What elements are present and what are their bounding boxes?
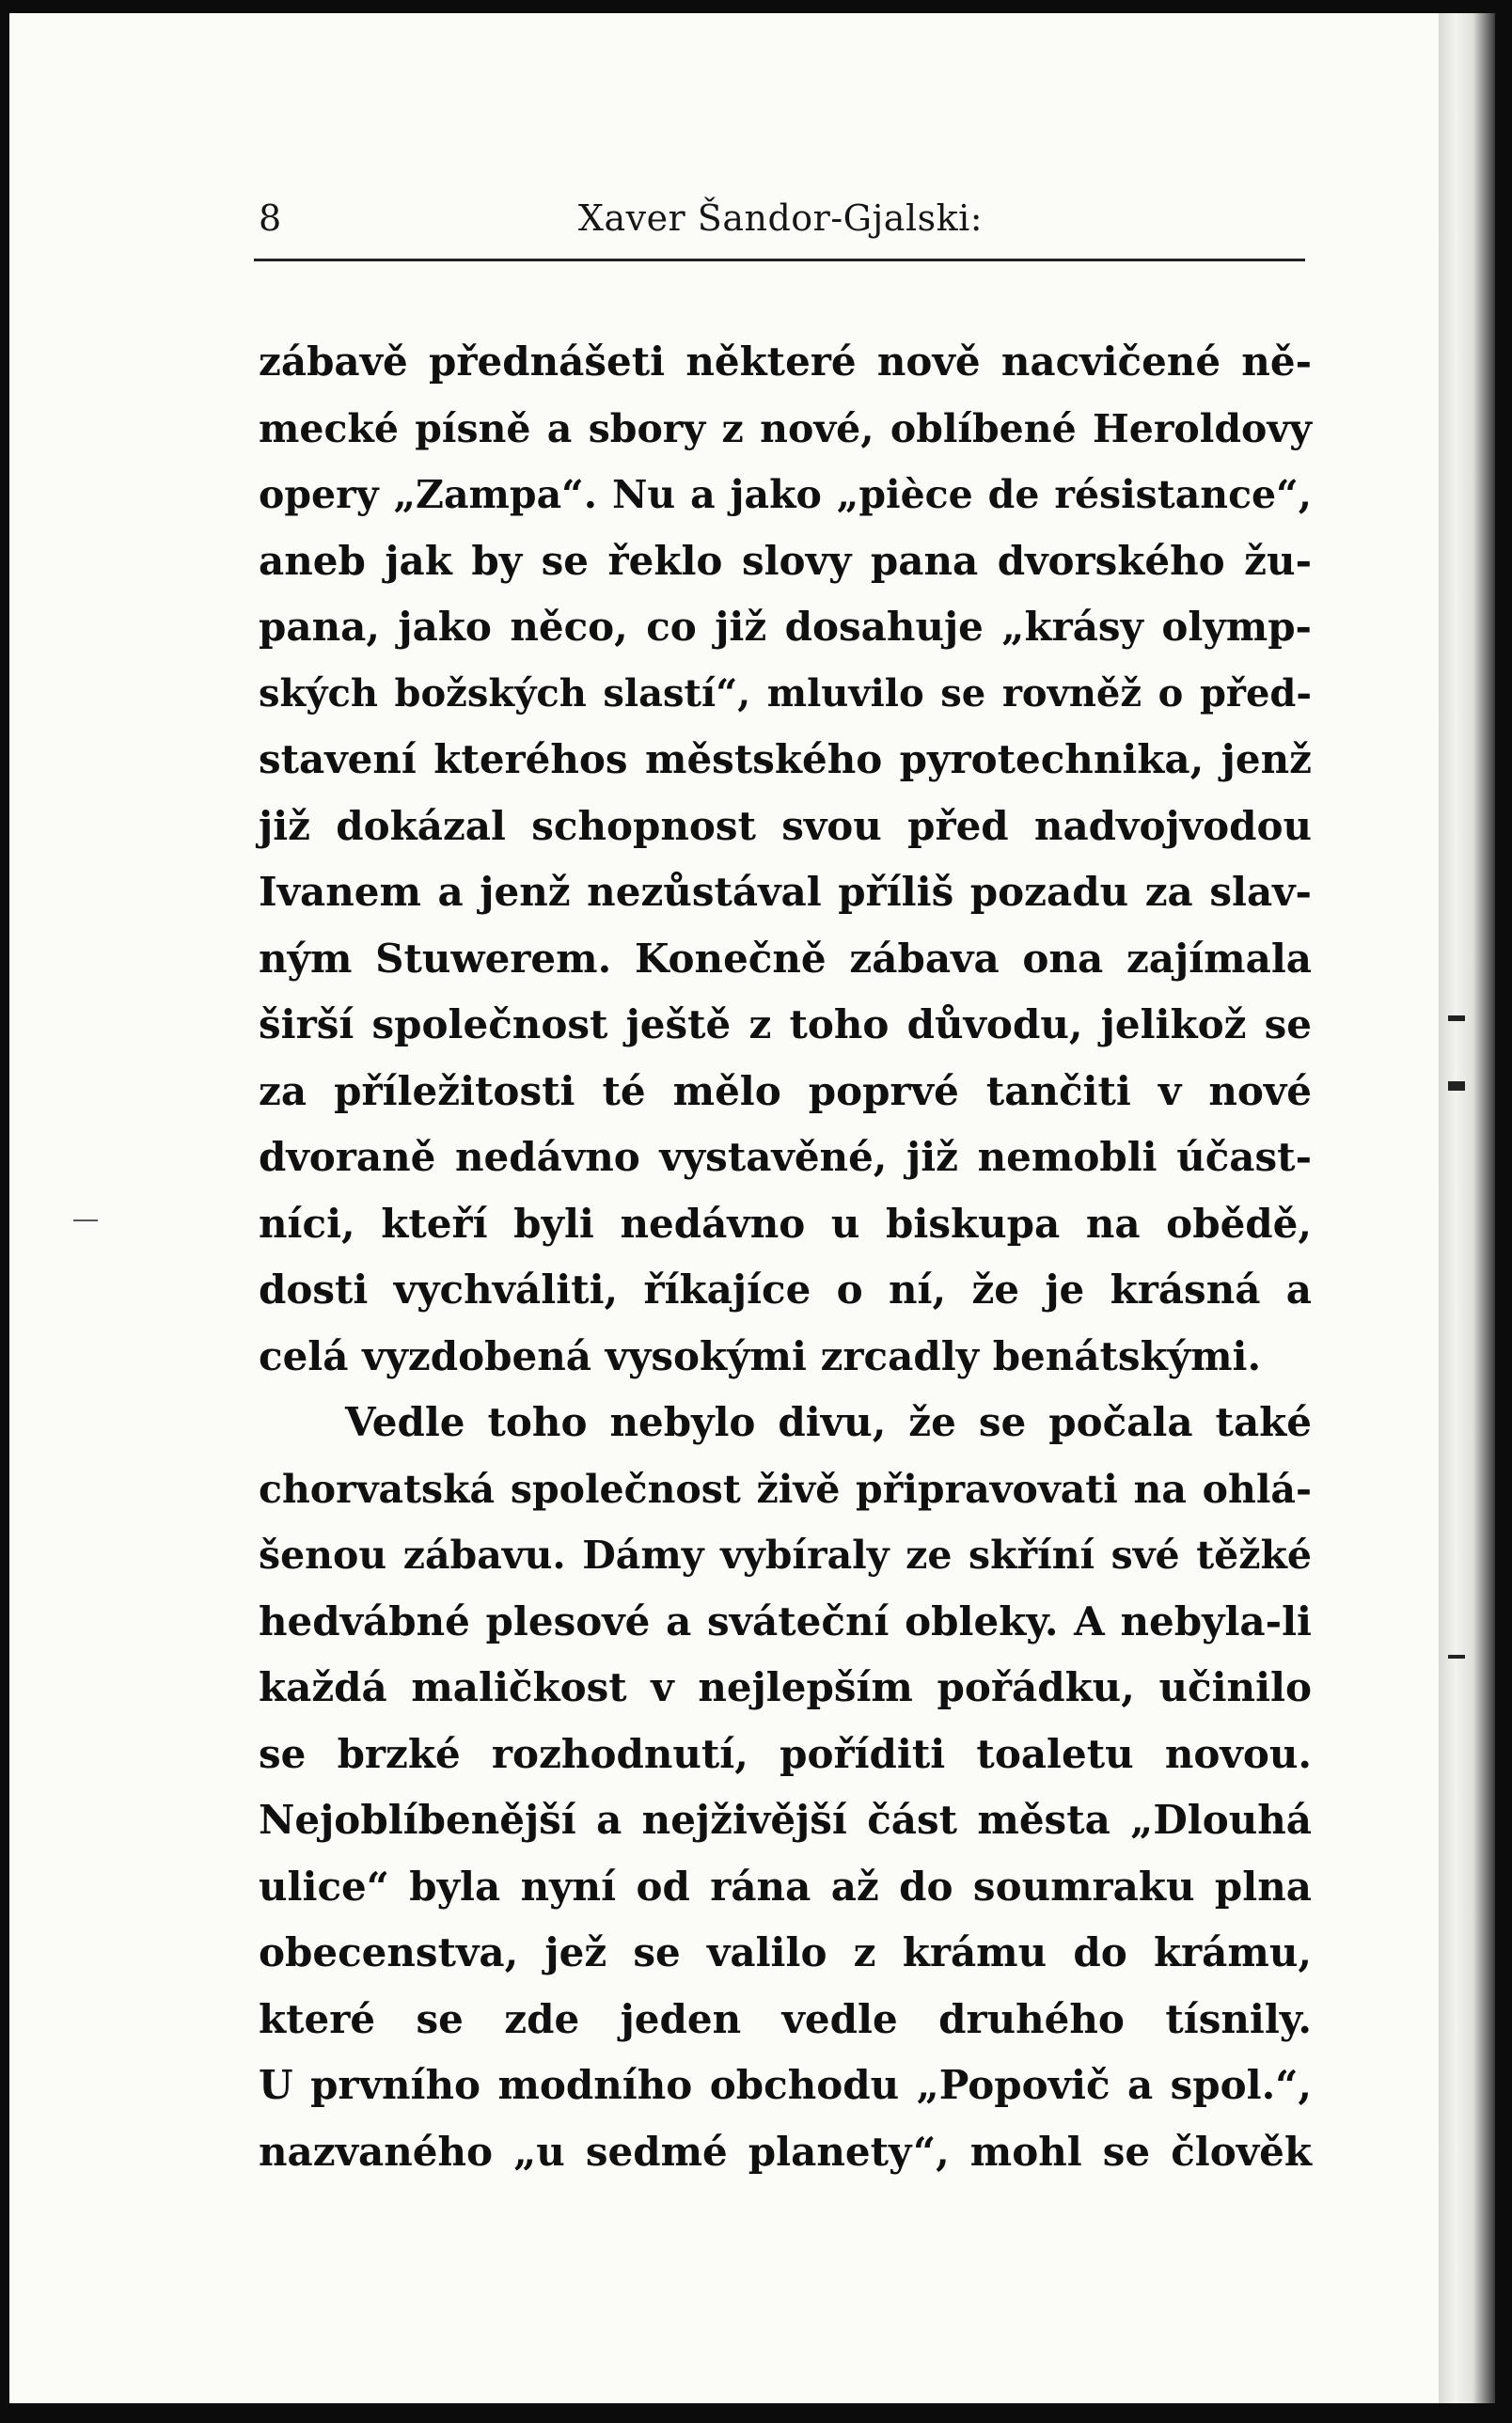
text-line: mecké písně a sbory z nové, oblíbené Heroldovy (259, 405, 1312, 451)
text-line: U prvního modního obchodu „Popovič a spol.“, (259, 2062, 1312, 2108)
text-line: za příležitosti té mělo poprvé tančiti v nové (259, 1067, 1312, 1114)
edge-speck (1448, 1081, 1465, 1091)
text-line: širší společnost ještě z toho důvodu, jelikož se (259, 1001, 1312, 1047)
text-line: celá vyzdobená vysokými zrcadly benátskými. (259, 1332, 1262, 1379)
text-line: dosti vychváliti, říkajíce o ní, že je krásná a (259, 1267, 1312, 1313)
text-line: aneb jak by se řeklo slovy pana dvorského žu- (259, 537, 1312, 584)
text-line: opery „Zampa“. Nu a jako „pièce de résistance“, (259, 472, 1312, 517)
text-line: každá maličkost v nejlepším pořádku, učinilo (259, 1664, 1312, 1710)
text-line: zábavě přednášeti některé nově nacvičené ně- (259, 338, 1312, 385)
text-line: pana, jako něco, co již dosahuje „krásy olymp- (259, 604, 1312, 650)
page-header (249, 197, 1312, 254)
text-line: stavení kteréhos městského pyrotechnika, jenž (259, 736, 1312, 782)
text-line: ulice“ byla nyní od rána až do soumraku plna (259, 1863, 1312, 1910)
text-line: chorvatská společnost živě připravovati na ohlá- (259, 1466, 1312, 1512)
text-line: dvoraně nedávno vystavěné, již nemobli účast- (259, 1134, 1312, 1180)
text-line: šenou zábavu. Dámy vybíraly ze skříní své těžké (259, 1533, 1312, 1578)
edge-speck (1448, 1655, 1465, 1659)
margin-mark (73, 1219, 98, 1221)
page-edge (1439, 13, 1495, 2403)
edge-speck (1448, 1015, 1465, 1021)
text-line: obecenstva, jež se valilo z krámu do krámu, (259, 1929, 1312, 1975)
text-line: které se zde jeden vedle druhého tísnily. (259, 1995, 1312, 2042)
header-rule (254, 259, 1305, 261)
text-line: Vedle toho nebylo divu, že se počala také (345, 1399, 1312, 1445)
text-line: Nejoblíbenější a nejživější část města „Dlouhá (259, 1797, 1312, 1843)
text-line: níci, kteří byli nedávno u biskupa na obědě, (259, 1200, 1312, 1247)
text-line: se brzké rozhodnutí, poříditi toaletu novou. (259, 1730, 1312, 1777)
body-text (259, 329, 1312, 2185)
text-line: ným Stuwerem. Konečně zábava ona zajímala (259, 935, 1312, 982)
page-number: 8 (259, 197, 282, 239)
text-line: hedvábné plesové a sváteční obleky. A nebyla-li (259, 1597, 1312, 1644)
text-line: ských božských slastí“, mluvilo se rovněž o před- (259, 670, 1312, 716)
text-line: již dokázal schopnost svou před nadvojvodou (259, 802, 1312, 849)
text-line: nazvaného „u sedmé planety“, mohl se člověk (259, 2128, 1312, 2175)
running-title: Xaver Šandor-Gjalski: (577, 197, 984, 239)
text-line: Ivanem a jenž nezůstával příliš pozadu za slav- (259, 869, 1312, 915)
